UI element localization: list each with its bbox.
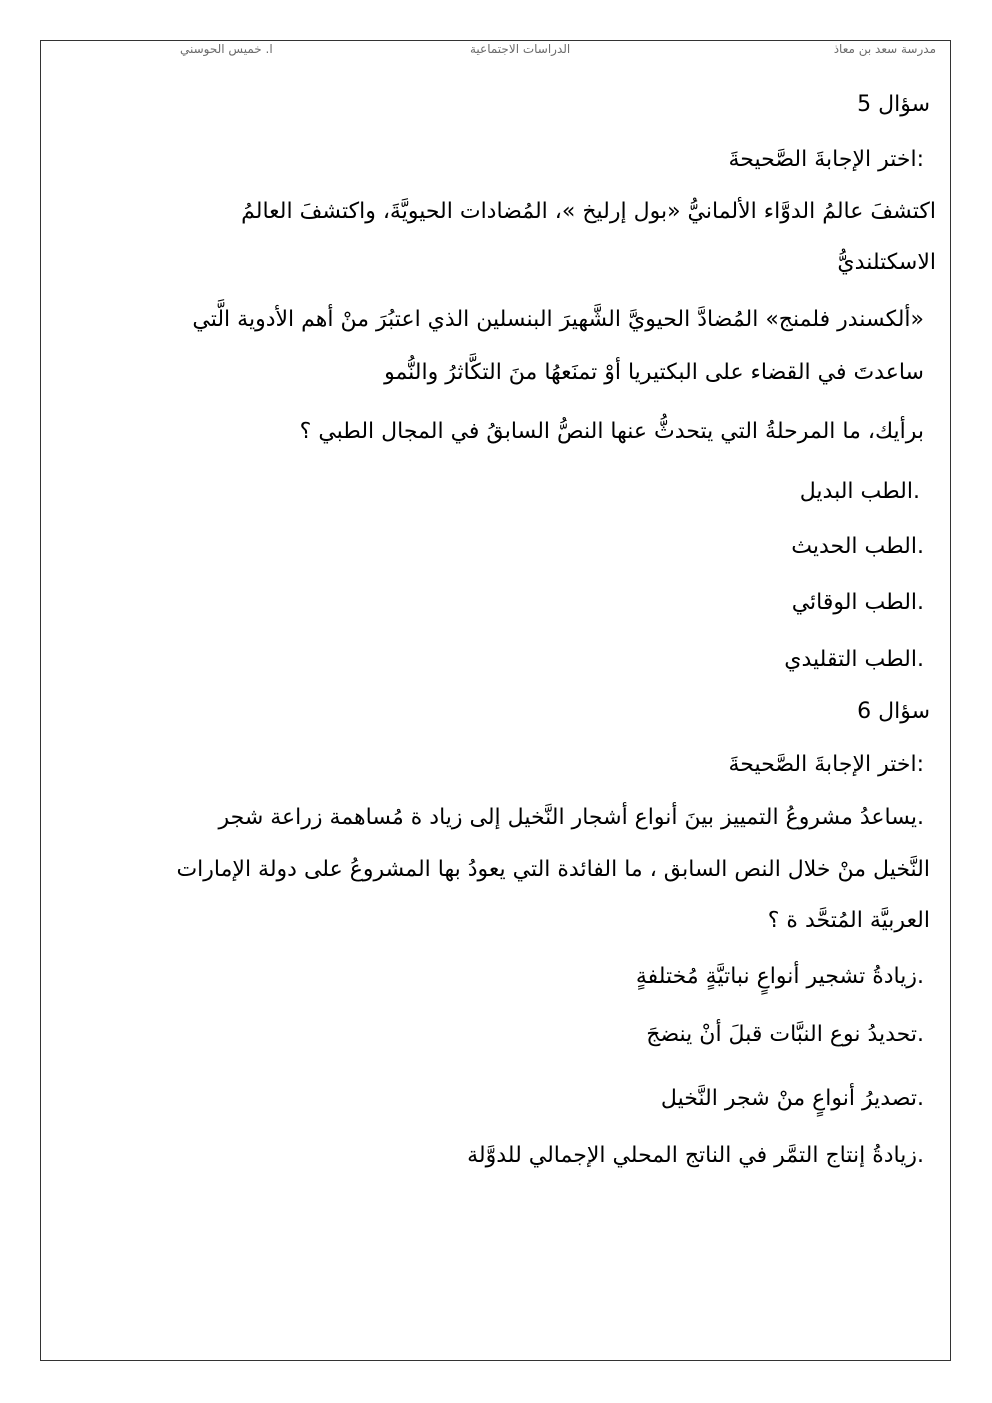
q5-passage-line-1: اكتشفَ عالمُ الدوَّاء الألمانيُّ «بول إرليخ »، المُضادات الحيويَّةَ، واكتشفَ العالمُ xyxy=(241,199,936,224)
q6-option-4[interactable]: .زيادةُ إنتاج التمَّر في الناتج المحلي الإجمالي للدوَّلة xyxy=(467,1143,924,1168)
q5-question: برأيك، ما المرحلةُ التي يتحدثُّ عنها النصُّ السابقُ في المجال الطبي ؟ xyxy=(299,419,924,444)
q5-title: سؤال 5 xyxy=(857,92,930,117)
q5-option-4[interactable]: .الطب التقليدي xyxy=(784,647,924,672)
header-school: مدرسة سعد بن معاذ xyxy=(833,42,936,56)
q6-passage-line-3: العربيَّة المُتحَّد ة ؟ xyxy=(767,908,930,933)
q6-option-2[interactable]: .تحديدُ نوع النبَّات قبلَ أنْ ينضجَ xyxy=(646,1022,924,1047)
q6-title: سؤال 6 xyxy=(857,699,930,724)
q6-passage-line-1: .يساعدُ مشروعُ التمييز بينَ أنواع أشجار النَّخيل إلى زياد ة مُساهمة زراعة شجر xyxy=(218,805,924,830)
q5-option-3[interactable]: .الطب الوقائي xyxy=(791,590,924,615)
q5-option-2[interactable]: .الطب الحديث xyxy=(791,534,924,559)
q6-instruction: :اختر الإجابةَ الصَّحيحةَ xyxy=(728,752,924,777)
header-subject: الدراسات الاجتماعية xyxy=(470,42,571,56)
q6-option-1[interactable]: .زيادةُ تشجير أنواعٍ نباتيَّةٍ مُختلفةٍ xyxy=(635,964,924,989)
q5-passage-line-3: «ألكسندر فلمنج» المُضادَّ الحيويَّ الشَّهيرَ البنسلين الذي اعتبُرَ منْ أهم الأدوية الَّتي xyxy=(192,307,924,332)
header-teacher: ا. خميس الحوسني xyxy=(180,42,273,56)
q6-passage-line-2: النَّخيل منْ خلال النص السابق ، ما الفائدة التي يعودُ بها المشروعُ على دولة الإمارات xyxy=(176,857,930,882)
q5-passage-line-4: ساعدتَ في القضاء على البكتيريا أوْ تمنَعهُا منَ التكَّاثرُ والنُّمو xyxy=(384,360,924,385)
q5-option-1[interactable]: .الطب البديل xyxy=(799,479,920,504)
q6-option-3[interactable]: .تصديرُ أنواعٍ منْ شجر النَّخيل xyxy=(660,1086,924,1111)
q5-passage-line-2: الاسكتلنديُّ xyxy=(837,250,936,275)
q5-instruction: :اختر الإجابةَ الصَّحيحةَ xyxy=(728,147,924,172)
